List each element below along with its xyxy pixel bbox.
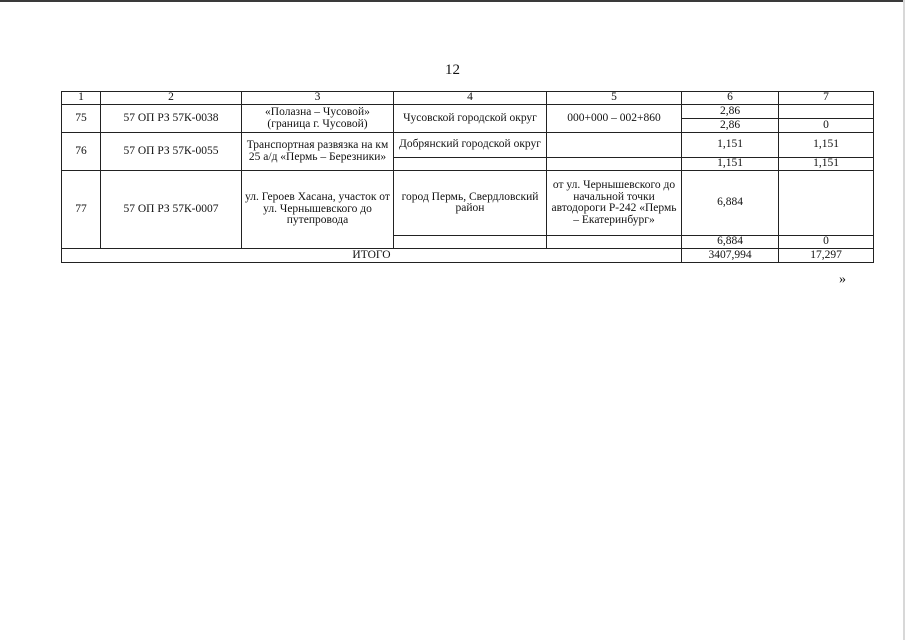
km-range-empty: [547, 236, 682, 249]
district: город Пермь, Свердловский район: [394, 171, 547, 236]
road-name: Транспортная развязка на км 25 а/д «Пермь – Березники»: [242, 133, 394, 171]
table-header-row: [62, 92, 874, 105]
km-range: [547, 133, 682, 158]
row-number: 75: [62, 105, 101, 133]
road-code: 57 ОП РЗ 57К-0007: [101, 171, 242, 249]
header-cell: 4: [394, 92, 547, 105]
length-value: 1,151: [682, 158, 779, 171]
length-value: 1,151: [682, 133, 779, 158]
table-row: [62, 133, 874, 158]
col7-value: 0: [779, 236, 874, 249]
table-row: [62, 171, 874, 236]
row-number: 76: [62, 133, 101, 171]
district: Чусовской городской округ: [394, 105, 547, 133]
header-cell: 2: [101, 92, 242, 105]
road-code: 57 ОП РЗ 57К-0055: [101, 133, 242, 171]
km-range-empty: [547, 158, 682, 171]
total-label: ИТОГО: [62, 249, 682, 263]
closing-quote: »: [839, 272, 846, 287]
col7-value: [779, 171, 874, 236]
col7-value: 1,151: [779, 133, 874, 158]
district-empty: [394, 236, 547, 249]
col7-value: 1,151: [779, 158, 874, 171]
header-cell: 3: [242, 92, 394, 105]
length-value: 6,884: [682, 236, 779, 249]
header-cell: 6: [682, 92, 779, 105]
header-cell: 5: [547, 92, 682, 105]
length-value: 2,86: [682, 119, 779, 133]
header-cell: 7: [779, 92, 874, 105]
table-row: [62, 105, 874, 119]
page-number: 12: [445, 62, 460, 78]
roads-table: [61, 91, 874, 263]
total-length: 3407,994: [682, 249, 779, 263]
length-value: 2,86: [682, 105, 779, 119]
road-name: ул. Героев Хасана, участок от ул. Чернышевского до путепровода: [242, 171, 394, 249]
col7-value: [779, 105, 874, 119]
road-code: 57 ОП РЗ 57К-0038: [101, 105, 242, 133]
total-value: 17,297: [779, 249, 874, 263]
row-number: 77: [62, 171, 101, 249]
km-range: 000+000 – 002+860: [547, 105, 682, 133]
district-empty: [394, 158, 547, 171]
district: Добрянский городской округ: [394, 133, 547, 158]
road-name: «Полазна – Чусовой» (граница г. Чусовой): [242, 105, 394, 133]
km-range: от ул. Чернышевского до начальной точки автодороги Р-242 «Пермь – Екатеринбург»: [547, 171, 682, 236]
col7-value: 0: [779, 119, 874, 133]
header-cell: 1: [62, 92, 101, 105]
scan-edge-top: [0, 0, 905, 2]
total-row: [62, 249, 874, 263]
length-value: 6,884: [682, 171, 779, 236]
